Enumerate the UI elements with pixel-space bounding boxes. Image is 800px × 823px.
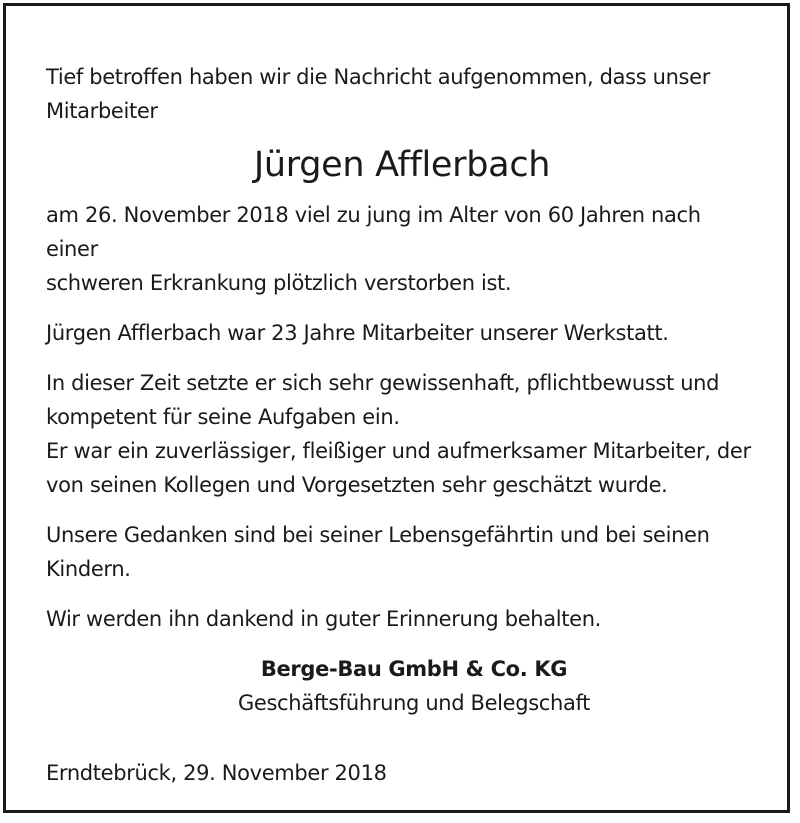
thoughts-line-1: Unsere Gedanken sind bei seiner Lebensgefährtin und bei seinen: [46, 523, 710, 547]
character-line-2: kompetent für seine Aufgaben ein.: [46, 405, 400, 429]
character-line-4: von seinen Kollegen und Vorgesetzten sehr geschätzt wurde.: [46, 473, 668, 497]
intro-line-1: Tief betroffen haben wir die Nachricht aufgenommen, dass unser: [46, 65, 710, 89]
deceased-name: Jürgen Afflerbach: [253, 145, 551, 185]
obituary-notice: [46, 60, 758, 790]
death-line-1: am 26. November 2018 viel zu jung im Alter von 60 Jahren nach einer: [46, 203, 701, 261]
intro-line-2: Mitarbeiter: [46, 99, 158, 123]
company-subtitle: Geschäftsführung und Belegschaft: [237, 691, 591, 715]
tenure-paragraph: Jürgen Afflerbach war 23 Jahre Mitarbeiter unserer Werkstatt.: [46, 321, 669, 345]
place-and-date: Erndtebrück, 29. November 2018: [46, 761, 387, 785]
character-line-3: Er war ein zuverlässiger, fleißiger und aufmerksamer Mitarbeiter, der: [46, 439, 751, 463]
thoughts-line-2: Kindern.: [46, 557, 131, 581]
company-name: Berge-Bau GmbH & Co. KG: [260, 657, 568, 681]
death-line-2: schweren Erkrankung plötzlich verstorben ist.: [46, 271, 512, 295]
closing-paragraph: Wir werden ihn dankend in guter Erinnerung behalten.: [46, 607, 601, 631]
character-line-1: In dieser Zeit setzte er sich sehr gewissenhaft, pflichtbewusst und: [46, 371, 720, 395]
